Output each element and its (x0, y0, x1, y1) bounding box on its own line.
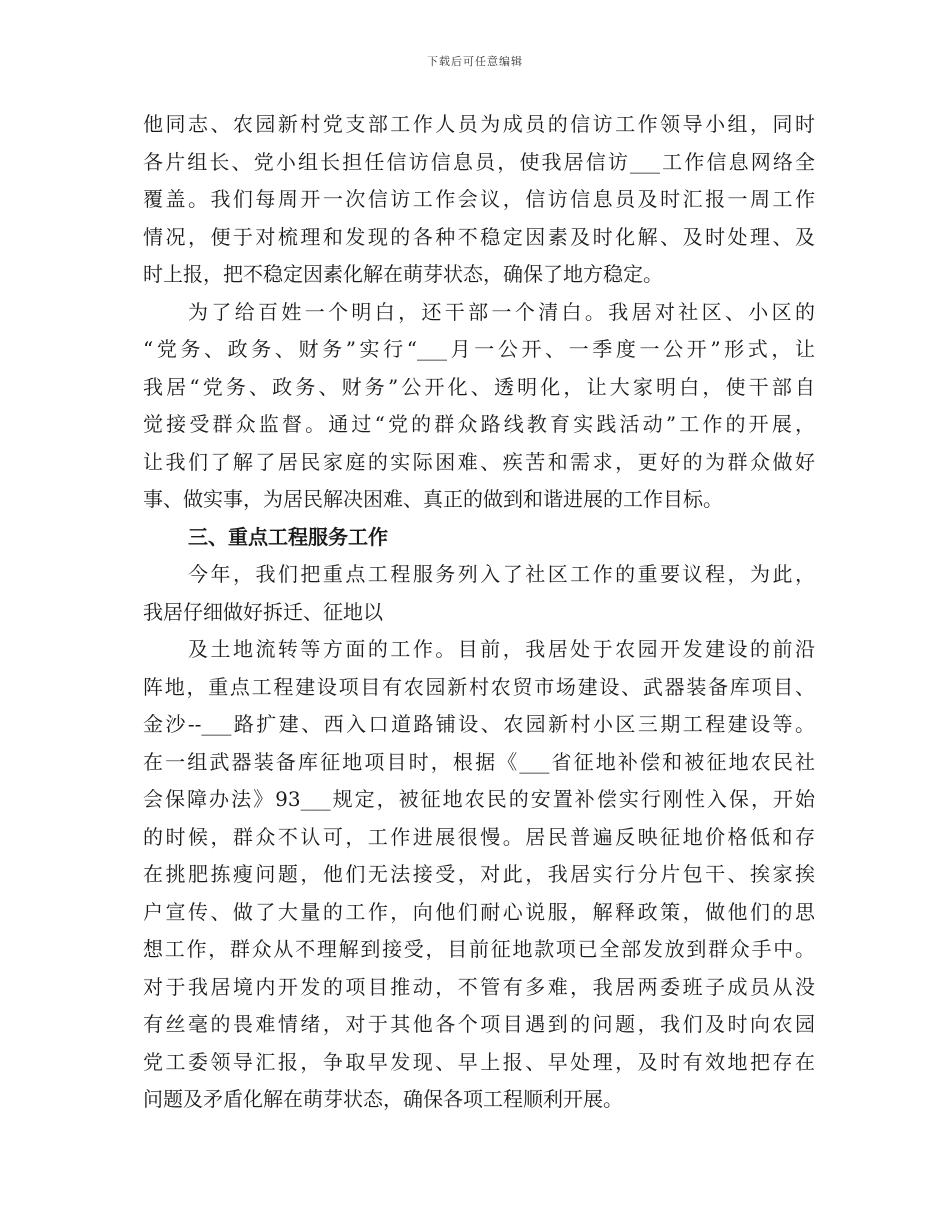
text-line: 事、做实事，为居民解决困难、真正的做到和谐进展的工作目标。 (143, 487, 723, 511)
text-line: 我居仔细做好拆迁、征地以 (143, 599, 383, 624)
text-line: 会保障办法》93___规定，被征地农民的安置补偿实行刚性入保，开始 (143, 787, 815, 811)
section-heading: 三、重点工程服务工作 (188, 524, 388, 549)
text-line: 时上报，把不稳定因素化解在萌芽状态，确保了地方稳定。 (143, 262, 663, 286)
text-line: 我居“党务、政务、财务”公开化、透明化，让大家明白，使干部自 (143, 374, 815, 399)
text-line: 情况，便于对梳理和发现的各种不稳定因素及时化解、及时处理、及 (143, 224, 815, 249)
text-line: 让我们了解了居民家庭的实际困难、疾苦和需求，更好的为群众做好 (143, 449, 815, 474)
text-line: 今年，我们把重点工程服务列入了社区工作的重要议程，为此， (188, 562, 815, 586)
text-line: 覆盖。我们每周开一次信访工作会议，信访信息员及时汇报一周工作 (143, 187, 815, 211)
page-header: 下载后可任意编辑 (427, 55, 523, 68)
text-line: 户宣传、做了大量的工作，向他们耐心说服，解释政策，做他们的思 (143, 899, 815, 924)
text-line: 的时候，群众不认可，工作进展很慢。居民普遍反映征地价格低和存 (143, 824, 815, 849)
text-line: 各片组长、党小组长担任信访信息员，使我居信访___工作信息网络全 (143, 149, 815, 174)
text-line: 及土地流转等方面的工作。目前，我居处于农园开发建设的前沿 (188, 637, 815, 661)
text-line: 金沙--___路扩建、西入口道路铺设、农园新村小区三期工程建设等。 (143, 712, 815, 736)
text-line: 问题及矛盾化解在萌芽状态，确保各项工程顺利开展。 (143, 1087, 623, 1111)
text-line: 在挑肥拣瘦问题，他们无法接受，对此，我居实行分片包干、挨家挨 (143, 862, 815, 886)
text-line: “党务、政务、财务”实行“___月一公开、一季度一公开”形式，让 (143, 337, 815, 361)
text-line: 对于我居境内开发的项目推动，不管有多难，我居两委班子成员从没 (143, 974, 815, 999)
text-line: 有丝毫的畏难情绪，对于其他各个项目遇到的问题，我们及时向农园 (143, 1012, 815, 1036)
text-line: 觉接受群众监督。通过“党的群众路线教育实践活动”工作的开展， (143, 412, 815, 436)
text-line: 想工作，群众从不理解到接受，目前征地款项已全部发放到群众手中。 (143, 937, 815, 961)
text-line: 为了给百姓一个明白，还干部一个清白。我居对社区、小区的 (188, 299, 815, 324)
text-line: 党工委领导汇报，争取早发现、早上报、早处理，及时有效地把存在 (143, 1049, 815, 1074)
document-body (143, 106, 815, 1119)
text-line: 在一组武器装备库征地项目时，根据《___省征地补偿和被征地农民社 (143, 749, 815, 774)
text-line: 阵地，重点工程建设项目有农园新村农贸市场建设、武器装备库项目、 (143, 674, 815, 699)
text-line: 他同志、农园新村党支部工作人员为成员的信访工作领导小组，同时 (143, 112, 815, 136)
